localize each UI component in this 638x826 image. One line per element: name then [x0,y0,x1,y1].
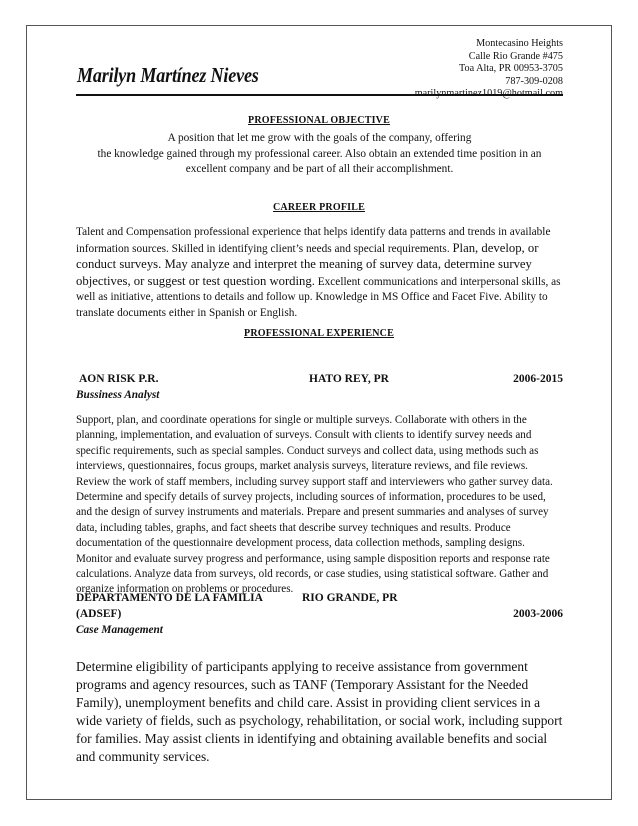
header-divider [76,94,563,96]
job-1-description: Support, plan, and coordinate operations for single or multiple surveys. Collaborate with others in the planning, implementation, and evaluation of surveys. Consult with clients to identify survey needs and specific requirements, such as special samples. Conduct surveys and collect data, using methods such as interviews, questionnaires, focus groups, market analysis surveys, literature reviews, and file reviews. Review the work of staff members, including survey support staff and interviewers who gather survey data. Determine and specify details of survey projects, including sources of information, procedures to be used, and the design of survey instruments and materials. Prepare and present summaries and analyses of survey data, including tables, graphs, and fact sheets that describe survey techniques and results. Produce documentation of the questionnaire development process, data collection methods, sampling designs. Monitor and evaluate survey progress and performance, using sample disposition reports and response rate calculations. Analyze data from surveys, old records, or case studies, using statistical software. Gather and organize information on problems or procedures. [76,414,553,596]
candidate-name: Marilyn Martínez Nieves [77,63,259,87]
objective-line-2: the knowledge gained through my professional career. Also obtain an extended time position in an [97,147,542,160]
address-line-2: Calle Rio Grande #475 [468,50,563,62]
job-2-description: Determine eligibility of participants applying to receive assistance from government programs and agency resources, such as TANF (Temporary Assistant for the Needed Family), unemployment benefits and child care. Assist in providing client services in a wide variety of fields, such as psychology, rehabilitation, or social work, including support for families. May assist clients in identifying and obtaining available benefits and social and community services. [76,659,563,765]
experience-heading: PROFESSIONAL EXPERIENCE [244,328,394,339]
objective-line-3: excellent company and be part of all their accomplishment. [185,163,454,175]
job-2-role: Case Management [76,624,163,636]
profile-text-2: Plan, develop, or conduct surveys. May analyze and interpret the meaning of survey data, determine survey objectives, or suggest or test question wording. [76,240,539,288]
job-1-location: HATO REY, PR [309,373,389,385]
job-2-location: RIO GRANDE, PR [302,592,398,604]
career-profile-text [76,225,563,321]
job-2-employer-abbrev: (ADSEF) [76,608,122,620]
job-2-employer: DEPARTAMENTO DE LA FAMILIA [76,592,263,604]
job-1-employer: AON RISK P.R. [79,373,159,385]
job-2-dates: 2003-2006 [513,608,563,620]
profile-text-1: Talent and Compensation professional experience that helps identify data patterns and trends in available information sources. Skilled in identifying client’s needs and special requirements. [76,226,551,255]
contact-block [415,38,563,101]
job-1-role: Bussiness Analyst [76,389,160,401]
objective-heading: PROFESSIONAL OBJECTIVE [248,115,390,126]
address-line-1: Montecasino Heights [476,38,563,49]
profile-text-3: Excellent communications and interpersonal skills, as well as initiative, attentions to details and follow up. Knowledge in MS Office and Facet Five. Ability to translate documents either in Spanish or English. [76,275,561,319]
job-1-dates: 2006-2015 [513,373,563,385]
objective-line-1: A position that let me grow with the goals of the company, offering [167,132,472,144]
objective-text [76,131,563,178]
address-line-3: Toa Alta, PR 00953-3705 [459,63,563,75]
phone-number: 787-309-0208 [505,75,563,87]
career-profile-heading: CAREER PROFILE [273,202,365,213]
